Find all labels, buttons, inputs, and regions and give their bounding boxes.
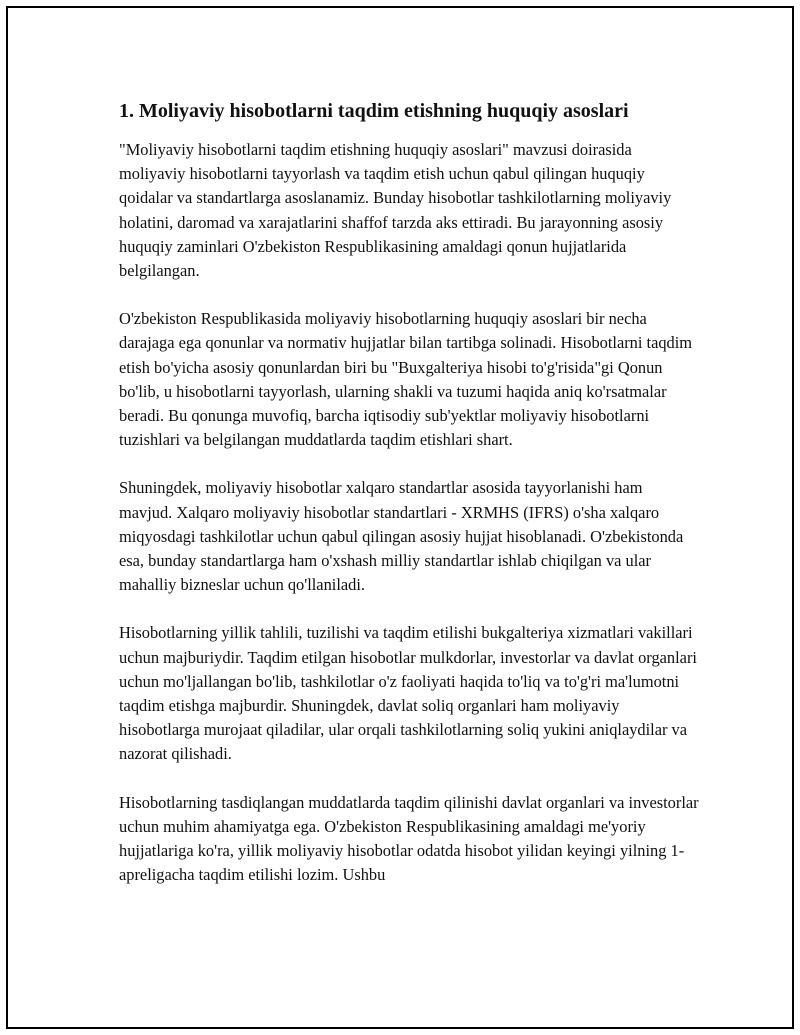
document-body (119, 98, 699, 911)
paragraph-1: "Moliyaviy hisobotlarni taqdim etishning huquqiy asoslari" mavzusi doirasida moliyaviy hisobotlarni tayyorlash va taqdim etish uchun qabul qilingan huquqiy qoidalar va standartlarga asoslanamiz. Bunday hisobotlar tashkilotlarning moliyaviy holatini, daromad va xarajatlarini shaffof tarzda aks ettiradi. Bu jarayonning asosiy huquqiy zaminlari O'zbekiston Respublikasining amaldagi qonun hujjatlarida belgilangan. (119, 140, 672, 281)
paragraph-2: O'zbekiston Respublikasida moliyaviy hisobotlarning huquqiy asoslari bir necha darajaga ega qonunlar va normativ hujjatlar bilan tartibga solinadi. Hisobotlarni taqdim etish bo'yicha asosiy qonunlardan biri bu "Buxgalteriya hisobi to'g'risida"gi Qonun bo'lib, u hisobotlarni tayyorlash, ularning shakli va tuzumi haqida aniq ko'rsatmalar beradi. Bu qonunga muvofiq, barcha iqtisodiy sub'yektlar moliyaviy hisobotlarni tuzishlari va belgilangan muddatlarda taqdim etishlari shart. (119, 309, 693, 450)
paragraph-4: Hisobotlarning yillik tahlili, tuzilishi va taqdim etilishi bukgalteriya xizmatlari vakillari uchun majburiydir. Taqdim etilgan hisobotlar mulkdorlar, investorlar va davlat organlari uchun mo'ljallangan bo'lib, tashkilotlar o'z faoliyati haqida to'liq va to'g'ri ma'lumotni taqdim etishga majburdir. Shuningdek, davlat soliq organlari ham moliyaviy hisobotlarga murojaat qiladilar, ular orqali tashkilotlarning soliq yukini aniqlaydilar va nazorat qilishadi. (119, 623, 697, 764)
section-heading: 1. Moliyaviy hisobotlarni taqdim etishning huquqiy asoslari (119, 100, 629, 122)
paragraph-3: Shuningdek, moliyaviy hisobotlar xalqaro standartlar asosida tayyorlanishi ham mavjud. Xalqaro moliyaviy hisobotlar standartlari - XRMHS (IFRS) o'sha xalqaro miqyosdagi tashkilotlar uchun qabul qilingan asosiy hujjat hisoblanadi. O'zbekistonda esa, bunday standartlarga ham o'xshash milliy standartlar ishlab chiqilgan va ular mahalliy bizneslar uchun qo'llaniladi. (119, 478, 684, 595)
paragraph-5: Hisobotlarning tasdiqlangan muddatlarda taqdim qilinishi davlat organlari va investorlar uchun muhim ahamiyatga ega. O'zbekiston Respublikasining amaldagi me'yoriy hujjatlariga ko'ra, yillik moliyaviy hisobotlar odatda hisobot yilidan keyingi yilning 1-apreligacha taqdim etilishi lozim. Ushbu (119, 792, 699, 885)
page-frame (6, 6, 794, 1029)
